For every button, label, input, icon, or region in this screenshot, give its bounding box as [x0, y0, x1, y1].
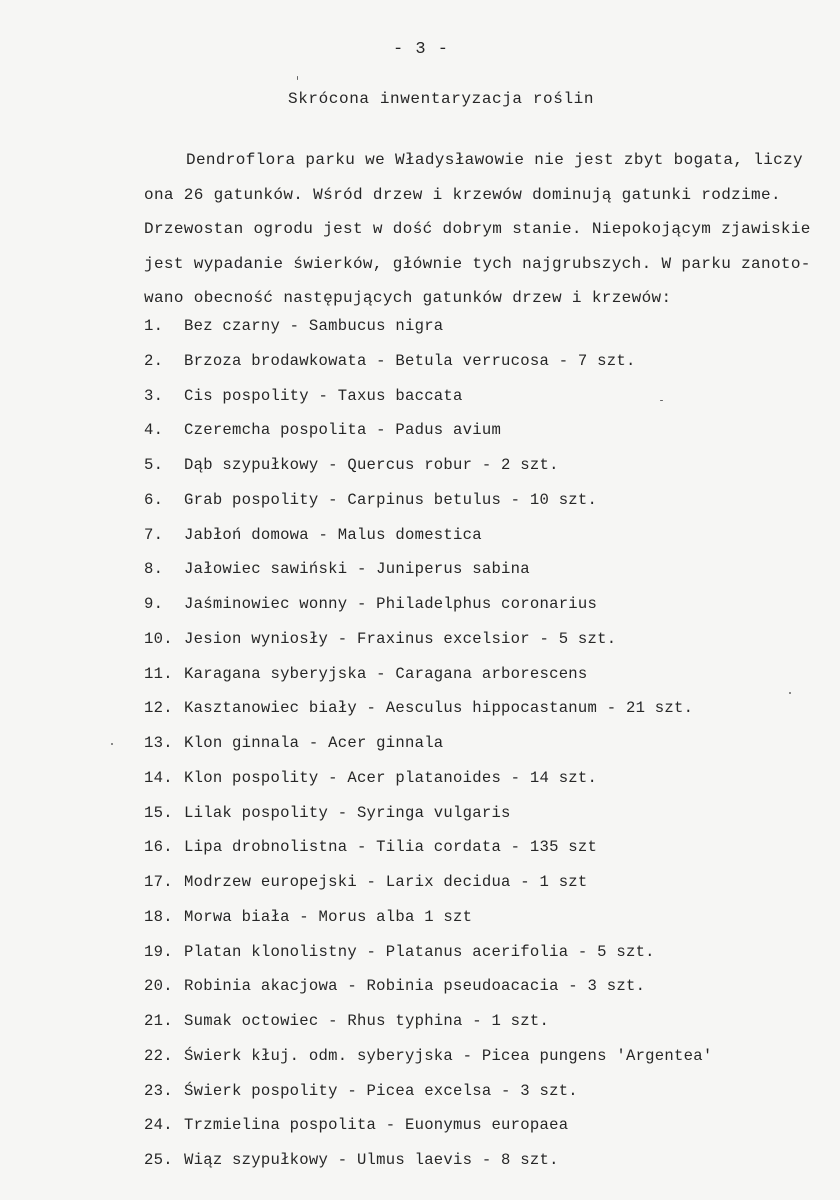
list-item [144, 865, 834, 900]
item-text: Platan klonolistny - Platanus acerifolia - 5 szt. [184, 942, 655, 961]
item-text: Jesion wyniosły - Fraxinus excelsior - 5 szt. [184, 629, 617, 648]
item-number: 13. [144, 734, 173, 752]
item-number: 3. [144, 386, 164, 405]
list-item [144, 1074, 834, 1109]
list-item [144, 796, 834, 831]
item-number: 24. [144, 1116, 173, 1135]
species-list [144, 309, 834, 1178]
item-number: 18. [144, 907, 173, 926]
page-number: - 3 - [393, 40, 450, 59]
paragraph-line: wano obecność następujących gatunków drzew i krzewów: [144, 289, 672, 307]
item-text: Bez czarny - Sambucus nigra [184, 317, 444, 335]
item-number: 5. [144, 456, 164, 474]
list-item [144, 344, 834, 379]
list-item [144, 448, 834, 483]
list-item [144, 1143, 834, 1178]
item-number: 4. [144, 421, 164, 440]
item-number: 25. [144, 1151, 173, 1169]
paragraph-line: Dendroflora parku we Władysławowie nie jest zbyt bogata, liczy [186, 151, 803, 169]
item-number: 8. [144, 560, 164, 579]
item-number: 23. [144, 1081, 173, 1100]
list-item [144, 691, 834, 726]
list-item [144, 935, 834, 970]
item-text: Brzoza brodawkowata - Betula verrucosa - 7 szt. [184, 351, 636, 370]
ink-speck [297, 76, 298, 80]
list-item [144, 622, 834, 657]
item-number: 15. [144, 803, 173, 822]
list-item [144, 1039, 834, 1074]
list-item [144, 969, 834, 1004]
item-number: 7. [144, 525, 164, 544]
item-number: 14. [144, 768, 173, 787]
item-text: Trzmielina pospolita - Euonymus europaea [184, 1116, 569, 1135]
paragraph-line: Drzewostan ogrodu jest w dość dobrym stanie. Niepokojącym zjawiskie [144, 220, 811, 238]
paragraph-line: jest wypadanie świerków, głównie tych najgrubszych. W parku zanoto- [144, 254, 811, 273]
item-text: Kasztanowiec biały - Aesculus hippocastanum - 21 szt. [184, 699, 694, 718]
item-number: 6. [144, 490, 164, 509]
item-text: Karagana syberyjska - Caragana arborescens [184, 664, 588, 683]
item-text: Morwa biała - Morus alba 1 szt [184, 907, 473, 926]
item-number: 10. [144, 629, 173, 648]
list-item [144, 657, 834, 692]
list-item [144, 518, 834, 553]
list-item [144, 309, 834, 344]
item-text: Klon pospolity - Acer platanoides - 14 szt. [184, 768, 598, 787]
document-title: Skrócona inwentaryzacja roślin [288, 90, 595, 108]
list-item [144, 1004, 834, 1039]
item-text: Czeremcha pospolita - Padus avium [184, 421, 502, 440]
ink-speck [660, 400, 663, 401]
item-number: 16. [144, 838, 173, 857]
item-text: Wiąz szypułkowy - Ulmus laevis - 8 szt. [184, 1151, 559, 1169]
item-text: Cis pospolity - Taxus baccata [184, 386, 463, 405]
item-number: 19. [144, 942, 173, 961]
item-text: Jałowiec sawiński - Juniperus sabina [184, 560, 530, 579]
list-item [144, 413, 834, 448]
ink-speck [111, 743, 113, 745]
item-number: 1. [144, 317, 164, 335]
list-item [144, 900, 834, 935]
item-number: 21. [144, 1012, 173, 1030]
list-item [144, 761, 834, 796]
list-item [144, 830, 834, 865]
item-text: Świerk pospolity - Picea excelsa - 3 szt. [184, 1081, 578, 1100]
list-item [144, 552, 834, 587]
ink-speck [789, 692, 791, 694]
item-text: Modrzew europejski - Larix decidua - 1 szt [184, 873, 588, 891]
list-item [144, 379, 834, 414]
item-number: 17. [144, 873, 173, 891]
item-text: Jaśminowiec wonny - Philadelphus coronarius [184, 595, 598, 613]
item-number: 12. [144, 699, 173, 718]
item-number: 9. [144, 595, 164, 613]
item-text: Lipa drobnolistna - Tilia cordata - 135 szt [184, 838, 598, 857]
item-text: Klon ginnala - Acer ginnala [184, 734, 444, 752]
item-text: Jabłoń domowa - Malus domestica [184, 525, 482, 544]
item-text: Sumak octowiec - Rhus typhina - 1 szt. [184, 1012, 550, 1030]
list-item [144, 1108, 834, 1143]
item-text: Lilak pospolity - Syringa vulgaris [184, 803, 511, 822]
item-number: 2. [144, 351, 164, 370]
item-number: 22. [144, 1046, 173, 1065]
item-number: 20. [144, 977, 173, 996]
item-number: 11. [144, 664, 173, 683]
list-item [144, 726, 834, 761]
list-item [144, 587, 834, 622]
item-text: Grab pospolity - Carpinus betulus - 10 szt. [184, 490, 598, 509]
item-text: Robinia akacjowa - Robinia pseudoacacia - 3 szt. [184, 977, 646, 996]
item-text: Dąb szypułkowy - Quercus robur - 2 szt. [184, 456, 559, 474]
intro-paragraph [144, 143, 834, 316]
paragraph-line: ona 26 gatunków. Wśród drzew i krzewów dominują gatunki rodzime. [144, 185, 781, 204]
item-text: Świerk kłuj. odm. syberyjska - Picea pungens 'Argentea' [184, 1046, 713, 1065]
list-item [144, 483, 834, 518]
